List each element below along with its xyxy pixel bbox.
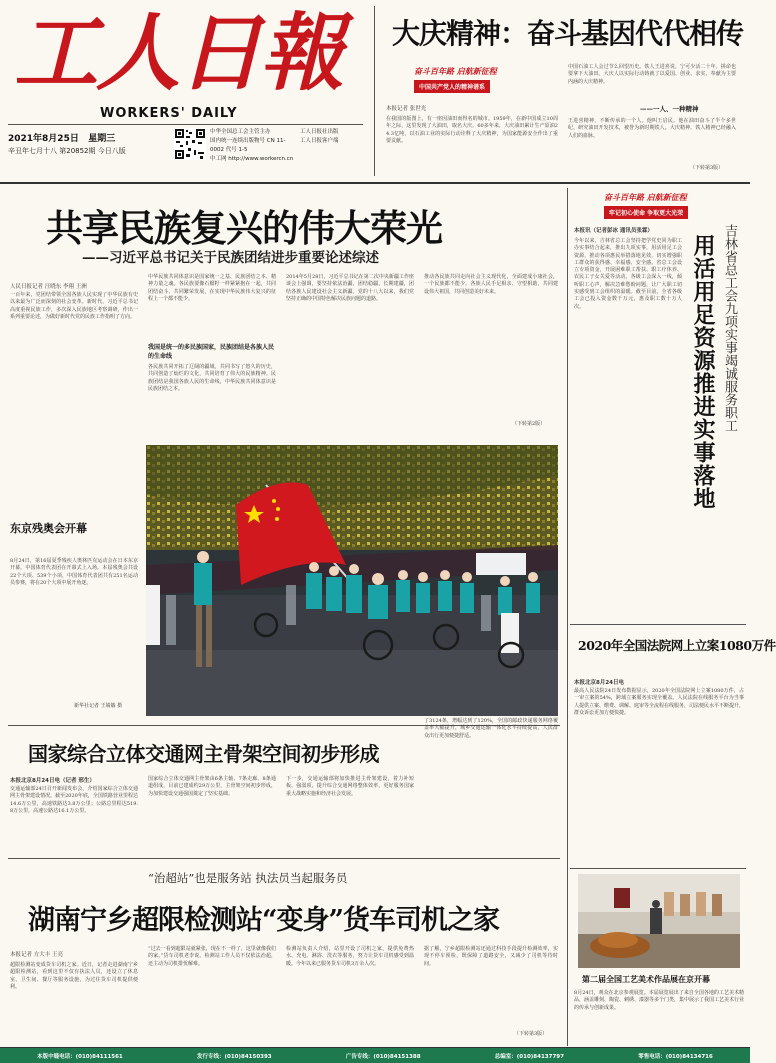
date: 2021年8月25日 星期三	[8, 134, 116, 144]
issue-info: 辛丑年七月十八 第20852期 今日八版	[8, 147, 126, 155]
top-story-text-1: 在我国的版图上，有一座因油田而得名的城市。1959年，在新中国成立10周年之际，这里发现了大油田，取名大庆。60多年来，大庆油田累计生产原油24.3亿吨，以石油工业的实际行动诠释了大庆精神，为国家能源安全作出了重要贡献。	[386, 116, 558, 144]
right-text: 今年以来，吉林省总工会坚持把学党史同为职工办实事结合起来，推出九项实事，用活用足工会资源，推动各项惠民举措落地见效，切实增强职工群众的获得感、幸福感、安全感。省总工会设立专项资金，开展困难职工帮扶、职工疗休养、农民工子女关爱等活动。各级工会深入一线，倾听职工心声，解决急难愁盼问题，让广大职工切实感受到工会组织的温暖。截至目前，全省各级工会已投入资金数千万元，惠及职工数十万人次。	[574, 238, 682, 310]
lead-byline: 人民日报记者 汪晓东 李翔 王洲	[10, 284, 87, 290]
transport-text-2: 国家综合立体交通网主骨架由6条主轴、7条走廊、8条通道组成，目前已建成约29万公里，主骨架空间初步形成，为加快建设交通强国奠定了坚实基础。	[148, 776, 276, 797]
lead-quote: 我国是统一的多民族国家，民族团结是各族人民的生命线	[148, 344, 275, 360]
paralympics-caption	[10, 520, 138, 716]
transport-story	[0, 718, 568, 854]
hunan-kicker: “治超站”也是服务站 执法员当起服务员	[148, 871, 348, 885]
right-column	[570, 184, 776, 1046]
news2-headline: 2020年全国法院网上立案1080万件	[578, 638, 776, 653]
footer-item: 广告专线：(010)84151388	[345, 1053, 421, 1060]
transport-text-1: 交通运输部24日召开新闻发布会，介绍国家综合立体交通网主骨架建设情况。截至2020年底，全国铁路营业里程达14.6万公里，高速铁路达3.8万公里；公路总里程达519.8万公里，高速公路达16.1万公里。	[10, 786, 138, 814]
paralympics-caption-text: 8月24日，第16届夏季残疾人奥林匹克运动会在日本东京开幕。中国体育代表团在开幕式上入场。本届残奥会共设22个大项、539个小项，中国体育代表团共有251名运动员参赛，将在20个大项中展开角逐。	[10, 558, 138, 586]
lead-more: （下转第2版）	[512, 421, 546, 427]
transport-text-4: 了3124条，增幅达到了120%，全国的邮政快递服务网络覆盖率大幅提升，城乡交通运输一体化水平持续提高，人民群众出行更加便捷舒适。	[424, 718, 558, 739]
news2-byline: 本报北京8月24日电	[574, 680, 624, 686]
right-sub-label: 牢记初心使命 争取更大光荣	[604, 206, 688, 219]
transport-byline: 本报北京8月24日电（记者 邢生）	[10, 778, 95, 784]
top-story-kicker: ——一人、一种精神	[640, 105, 699, 113]
lead-text-2: 中华民族共同体意识是国家统一之基、民族团结之本、精神力量之魂。各民族要像石榴籽一样紧紧抱在一起，共同团结奋斗、共同繁荣发展，在实现中华民族伟大复兴的征程上一个都不能少。	[148, 274, 276, 302]
top-story-headline: 大庆精神：奋斗基因代代相传	[392, 17, 744, 50]
top-story	[378, 0, 742, 182]
top-story-byline: 本报记者 张世光	[386, 106, 427, 112]
right-vertical-headline-b: 吉林省总工会九项实事竭诚服务职工	[722, 224, 737, 432]
masthead-info-a: 中华全国总工会主管主办 国内统一连续出版物号 CN 11-0002 代号 1-5 中工网 http://www.workercn.cn	[210, 129, 294, 162]
right-byline: 本报讯（记者彭冰 通讯员张霖）	[574, 228, 653, 234]
top-story-sub-label: 中国共产党人的精神谱系	[414, 80, 490, 93]
hunan-text-3: 检测站负责人介绍，站里开设了司机之家，提供免费热水、充电、淋浴、洗衣等服务，努力让货车司机感受到温暖。今年以来已服务货车司机3万余人次。	[286, 946, 414, 967]
paralympics-caption-head: 东京残奥会开幕	[10, 522, 87, 535]
hunan-top-rule	[8, 858, 560, 859]
hunan-story	[0, 860, 568, 1048]
news2-text: 最高人民法院24日发布数据显示，2020年全国法院网上立案1080万件，占一审立案的54%，跨域立案服务实现全覆盖。人民法院在线服务平台为当事人提供立案、缴费、调解、庭审等全流程在线服务，司法便民水平不断提升，群众诉讼更加方便快捷。	[574, 688, 745, 716]
hunan-byline: 本报记者 方大丰 王亮	[10, 952, 63, 958]
paralympics-photo	[146, 445, 558, 716]
hunan-text-2: “过去一看到超限站就紧张，现在不一样了，这里就像我们的家。”货车司机老李说。检测站工作人员不仅依法治超，还主动为司机排忧解难。	[148, 946, 276, 967]
hunan-text-1: 超限检测站变成货车司机之家。近日，记者走进湖南宁乡超限检测站，看到这里不仅有执法人员，还设立了休息室、卫生间、餐厅等服务设施，为过往货车司机提供便利。	[10, 962, 138, 990]
crafts-text: 8月24日，观众在北京参观展览。本届展览展出了来自全国各地的工艺美术精品，涵盖雕刻、陶瓷、刺绣、漆器等多个门类，集中展示了我国工艺美术行业的传承与创新成果。	[574, 990, 745, 1011]
lead-text-3: 各民族共同开拓了辽阔的疆域，共同书写了悠久的历史，共同创造了灿烂的文化，共同培育了伟大的民族精神。民族团结是我国各族人民的生命线，中华民族共同体意识是民族团结之本。	[148, 364, 276, 392]
crafts-photo	[578, 874, 740, 968]
footer-item: 发行专线：(010)84150393	[197, 1053, 272, 1060]
vertical-rule-top	[374, 6, 375, 176]
footer-item: 零售电话：(010)84134716	[638, 1053, 713, 1060]
lead-text-1: 一百年来，党团结带领全国各族人民实现了中华民族有史以来最为广泛而深刻的社会变革。新时代，习近平总书记高度重视民族工作，多次深入民族地区考察调研，作出一系列重要论述，为做好新时代党的民族工作指明了方向。	[10, 292, 138, 320]
top-story-more: （下转第3版）	[690, 165, 724, 171]
lead-text-4: 2014年5月28日，习近平总书记在第二次中央新疆工作座谈会上强调，要坚持依法治疆、团结稳疆、长期建疆，团结各族人民建设社会主义新疆。党的十八大以来，我们党坚持正确的中国特色解决民族问题的道路。	[286, 274, 414, 302]
transport-headline: 国家综合立体交通网主骨架空间初步形成	[28, 742, 379, 766]
lead-headline: 共享民族复兴的伟大荣光	[46, 206, 442, 250]
paralympics-credit: 新华社记者 王婧嫱 摄	[74, 703, 123, 709]
crafts-caption: 第二届全国工艺美术作品展在京开幕	[582, 975, 710, 984]
lead-text-5: 推动各民族共同走向社会主义现代化，全面建成小康社会，一个民族都不能少。各族人民手足相亲、守望相助，共同建设伟大祖国，共同创造美好未来。	[424, 274, 558, 295]
masthead-title: 工人日報	[14, 3, 343, 102]
top-story-series: 奋斗百年路 启航新征程	[414, 66, 497, 76]
masthead-info-b: 工人日报社出版 工人日报客户端	[300, 129, 339, 144]
right-series: 奋斗百年路 启航新征程	[604, 192, 687, 202]
right-vertical-headline-a: 用活用足资源推进实事落地	[690, 234, 716, 510]
footer-item: 总编室：(010)84137797	[494, 1053, 564, 1060]
qr-code-icon	[174, 128, 206, 160]
right-photo-rule	[570, 868, 746, 869]
hunan-more: （下转第3版）	[514, 1031, 548, 1037]
footer-bar	[0, 1048, 750, 1063]
masthead-rule	[8, 124, 363, 125]
right-col-rule	[567, 188, 568, 1046]
hunan-text-4: 据了解，宁乡超限检测站还通过科技手段提升检测效率，实现不停车预检，既保障了道路安全，又减少了司机等待时间。	[424, 946, 558, 967]
masthead-english: WORKERS' DAILY	[100, 106, 238, 121]
top-story-text-3: 王进喜精神，不断传承的一个人。他叫王启民。他在油田奋斗了半个多世纪，研究油田开发技术，被誉为新时期铁人。大庆精神、铁人精神已经融入人们的血脉。	[568, 118, 736, 139]
lead-subhead: ——习近平总书记关于民族团结进步重要论述综述	[82, 250, 379, 266]
footer-item: 本版中缝电话：(010)84111561	[37, 1053, 123, 1060]
lead-story	[0, 184, 568, 436]
transport-text-3: 下一步，交通运输部将加快推进主骨架建设，着力补短板、强弱项，提升综合交通网络整体效率，更好服务国家重大战略实施和经济社会发展。	[286, 776, 414, 797]
hunan-headline: 湖南宁乡超限检测站“变身”货车司机之家	[28, 905, 500, 936]
top-story-text-2: 中国石油工人会过节么回望历史。铁人王进喜说，宁可少活二十年，拼命也要拿下大油田。大庆人以实际行动铸就了以爱国、创业、求实、奉献为主要内涵的大庆精神。	[568, 64, 736, 85]
right-mid-rule	[570, 624, 746, 625]
